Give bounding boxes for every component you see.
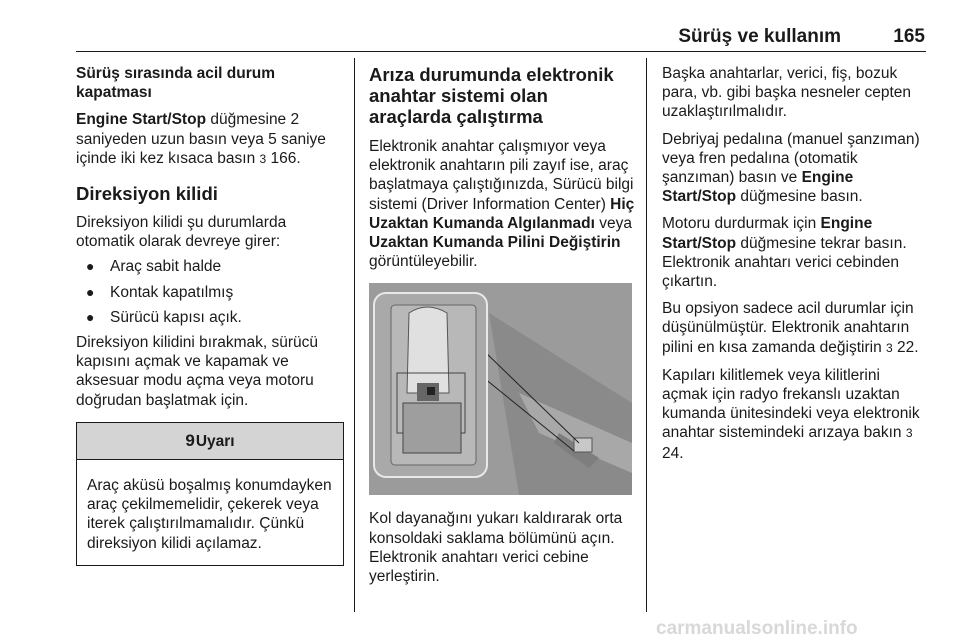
- paragraph-lock-unlock: Kapıları kilitlemek veya kilitlerini açmak için radyo frekanslı uzaktan kumanda ünitesindeki veya elektronik anahtar sistemindeki arızaya bakın 3 24.: [662, 366, 920, 462]
- reference-arrow-icon: 3: [259, 151, 267, 166]
- bullet-icon: ●: [86, 258, 95, 275]
- page-number: 165: [893, 26, 925, 47]
- figure-caption: Kol dayanağını yukarı kaldırarak orta konsoldaki saklama bölümünü açın. Elektronik anahtarı verici cebine yerleştirin.: [369, 510, 623, 586]
- column-1: [76, 64, 344, 566]
- release-paragraph: Direksiyon kilidini bırakmak, sürücü kapısını açmak ve kapamak ve aksesuar modu açma veya motoru doğrudan başlatmak için.: [76, 334, 319, 409]
- engine-start-stop-label: Engine Start/Stop: [662, 169, 854, 206]
- message-replace-battery: Uzaktan Kumanda Pilini Değiştirin: [369, 234, 621, 252]
- reference-arrow-icon: 3: [886, 340, 893, 355]
- bullet-icon: ●: [86, 308, 95, 325]
- page-header-title: Sürüş ve kullanım: [678, 26, 841, 47]
- page-reference[interactable]: 22.: [897, 338, 919, 356]
- engine-start-stop-label: Engine Start/Stop: [76, 111, 207, 129]
- header-rule: [76, 51, 926, 52]
- electronic-key-intro: Elektronik anahtar çalışmıyor veya elektronik anahtarın pili zayıf ise, araç başlatmaya çalıştığınızda, Sürücü bilgi sistemi (Driver Information Center) Hiç Uzaktan Kumanda Algılanmadı veya Uzaktan Kumanda Pilini Değiştirin görüntüleyebilir.: [369, 138, 635, 271]
- page-reference[interactable]: 166.: [270, 149, 301, 167]
- list-item: ● Kontak kapatılmış: [86, 283, 234, 301]
- warning-triangle-icon: 9: [185, 430, 195, 450]
- emergency-heading: Sürüş sırasında acil durum kapatması: [76, 65, 275, 102]
- steering-lock-heading: Direksiyon kilidi: [76, 183, 218, 205]
- message-no-remote: Hiç Uzaktan Kumanda Algılanmadı: [369, 195, 635, 232]
- console-pocket-illustration: [369, 283, 632, 495]
- column-divider-2: [646, 58, 647, 612]
- warning-header: 9Uyarı: [77, 423, 343, 460]
- emergency-shutdown-section: [76, 64, 344, 169]
- engine-start-stop-label: Engine Start/Stop: [662, 215, 873, 252]
- watermark: carmanualsonline.info: [656, 618, 858, 639]
- list-item: ● Araç sabit halde: [86, 258, 222, 276]
- emergency-paragraph: Engine Start/Stop düğmesine 2 saniyeden uzun basın veya 5 saniye içinde iki kez kısaca basın 3 166.: [76, 111, 326, 167]
- paragraph-press-pedal: Debriyaj pedalına (manuel şanzıman) veya fren pedalına (otomatik şanzıman) basın ve Engine Start/Stop düğmesine basın.: [662, 130, 920, 206]
- steering-intro: Direksiyon kilidi şu durumlarda otomatik olarak devreye girer:: [76, 214, 287, 251]
- warning-text: Araç aküsü boşalmış konumdayken araç çekilmemelidir, çekerek veya iterek çalıştırılmamalıdır. Çünkü direksiyon kilidi açılamaz.: [87, 477, 332, 552]
- column-divider-1: [354, 58, 355, 612]
- column-2: [369, 64, 635, 594]
- console-pocket-drawing: [369, 283, 632, 495]
- electronic-key-heading: Arıza durumunda elektronik anahtar sistemi olan araçlarda çalıştırma: [369, 64, 614, 127]
- paragraph-emergency-only: Bu opsiyon sadece acil durumlar için düşünülmüştür. Elektronik anahtarın pilini en kısa zamanda değiştirin 3 22.: [662, 300, 919, 356]
- reference-arrow-icon: 3: [905, 426, 913, 441]
- column-3: [662, 64, 928, 471]
- steering-conditions-list: [76, 257, 344, 327]
- list-item: ● Sürücü kapısı açık.: [86, 308, 242, 326]
- bullet-icon: ●: [86, 283, 95, 300]
- paragraph-stop-engine: Motoru durdurmak için Engine Start/Stop düğmesine tekrar basın. Elektronik anahtarı verici cebinden çıkartın.: [662, 215, 907, 291]
- paragraph-remove-objects: Başka anahtarlar, verici, fiş, bozuk para, vb. gibi başka nesneler cepten uzaklaştırılmalıdır.: [662, 65, 912, 121]
- warning-box: [76, 422, 344, 566]
- page-reference[interactable]: 24.: [662, 444, 684, 462]
